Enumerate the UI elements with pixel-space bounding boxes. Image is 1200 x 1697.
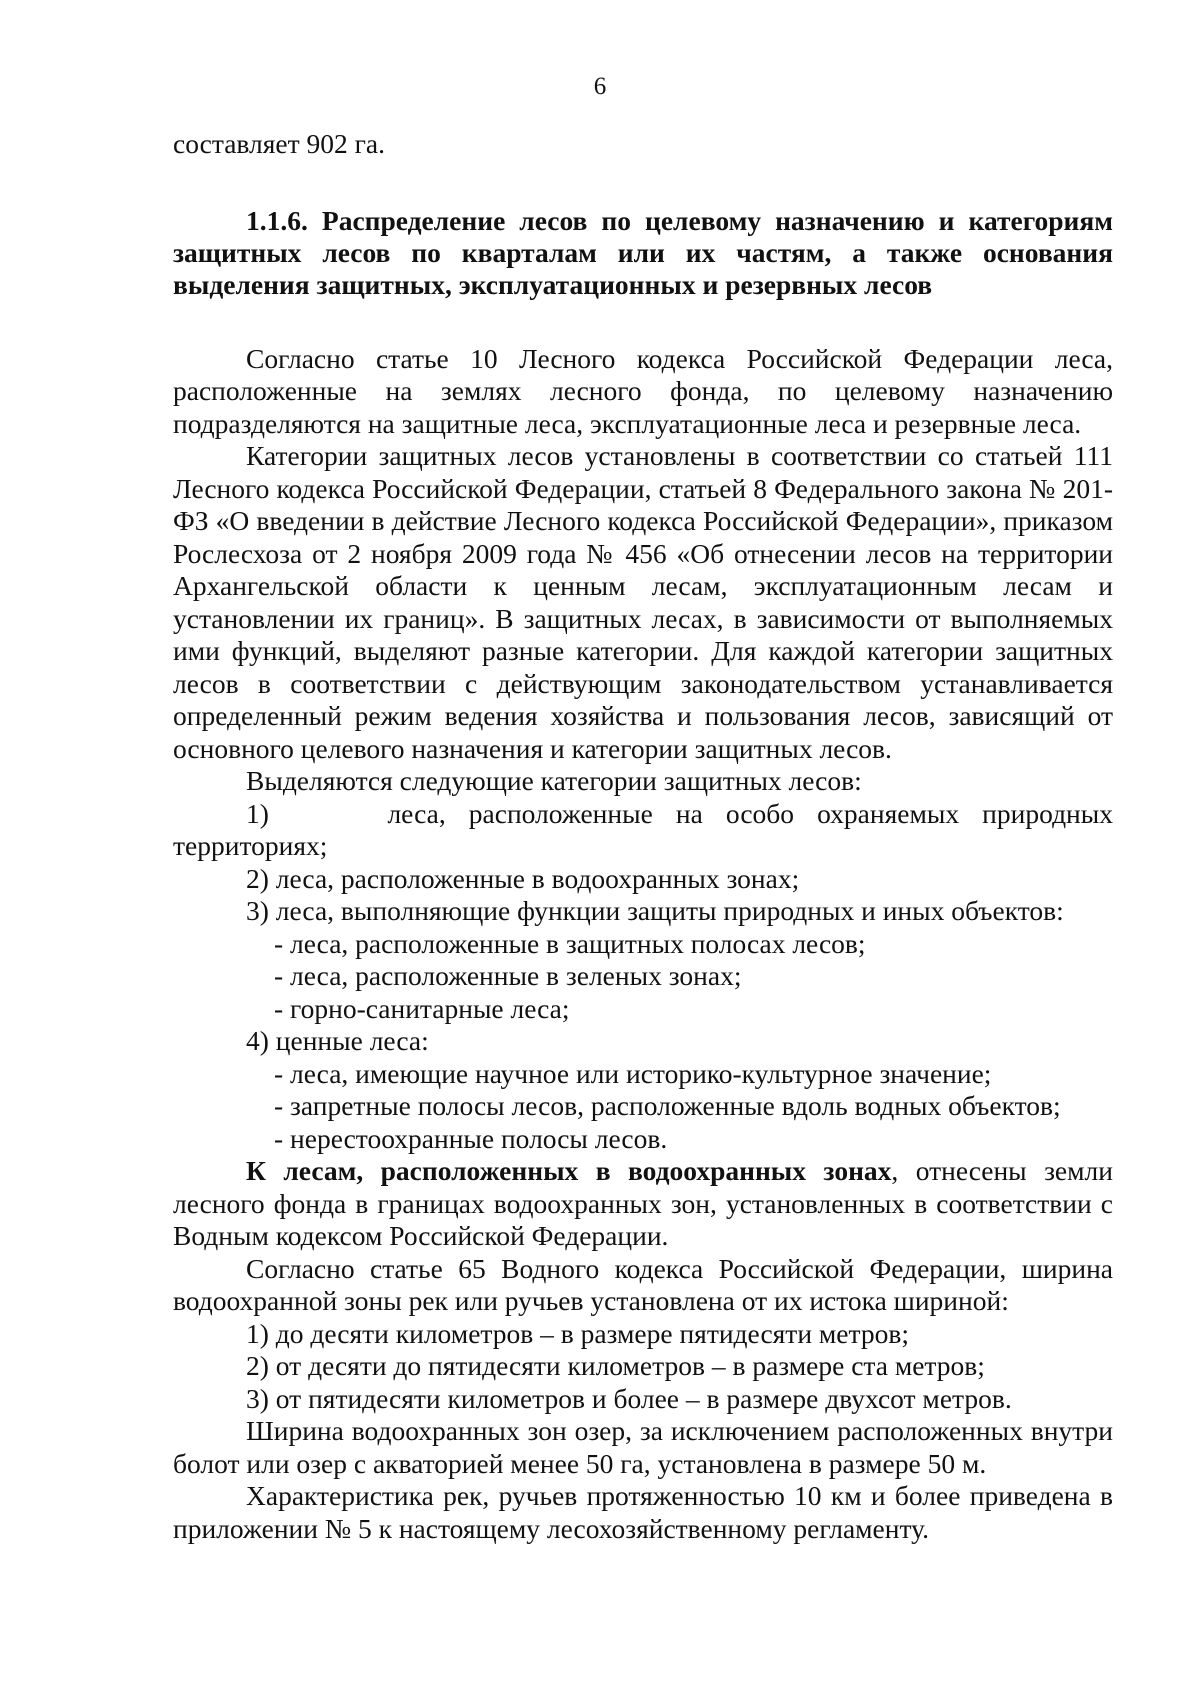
category-4-number: 4) [246, 1025, 269, 1056]
category-3-sub-item: - горно-санитарные леса; [274, 992, 570, 1024]
category-1-continuation: территориях; [173, 830, 328, 861]
document-body [173, 128, 1113, 1545]
paragraph-article-10: Согласно статье 10 Лесного кодекса Российской Федерации леса, расположенные на землях лесного фонда, по целевому назначению подразделяются на защитные леса, эксплуатационные леса и резервные леса. [173, 342, 1113, 439]
intro-line: составляет 902 га. [173, 128, 385, 159]
category-2-number: 2) [246, 862, 269, 894]
category-4-sub-item: - леса, имеющие научное или историко-культурное значение; [274, 1057, 992, 1089]
paragraph-rivers: Характеристика рек, ручьев протяженностью 10 км и более приведена в приложении № 5 к настоящему лесохозяйственному регламенту. [173, 1480, 1113, 1544]
width-item-2 [173, 1350, 1113, 1383]
category-3-number: 3) [246, 895, 269, 926]
category-3-sub-item: - леса, расположенные в защитных полосах лесов; [274, 927, 866, 959]
width-item-number: 1) [246, 1317, 269, 1349]
paragraph-article-65: Согласно статье 65 Водного кодекса Российской Федерации, ширина водоохранной зоны рек или ручьев установлена от их истока шириной: [173, 1252, 1113, 1316]
width-item-1 [173, 1318, 1113, 1351]
section-heading: 1.1.6. Распределение лесов по целевому назначению и категориям защитных лесов по кварталам или их частям, а также основания выделения защитных, эксплуатационных и резервных лесов [173, 204, 1113, 300]
category-3-sub-item: - леса, расположенные в зеленых зонах; [274, 960, 742, 991]
category-2-text: леса, расположенные в водоохранных зонах; [275, 862, 800, 894]
category-1-text: леса, расположенные на особо охраняемых природных [387, 797, 1114, 829]
category-4-text: ценные леса: [275, 1025, 429, 1056]
category-4-sub-item: - нерестоохранные полосы лесов. [274, 1122, 668, 1154]
paragraph-lakes: Ширина водоохранных зон озер, за исключением расположенных внутри болот или озер с акваторией менее 50 га, установлена в размере 50 м. [173, 1415, 1113, 1479]
page-number: 6 [593, 73, 607, 100]
category-3-text: леса, выполняющие функции защиты природных и иных объектов: [275, 895, 1064, 926]
width-item-text: от десяти до пятидесяти километров – в размере ста метров; [275, 1350, 985, 1381]
category-1-number: 1) [246, 797, 269, 829]
water-protection-bold: К лесам, расположенных в водоохранных зонах [246, 1155, 892, 1186]
width-item-number: 3) [246, 1382, 269, 1414]
category-3 [173, 895, 1113, 928]
category-4-sub-item: - запретные полосы лесов, расположенные вдоль водных объектов; [274, 1090, 1061, 1121]
width-item-3 [173, 1383, 1113, 1416]
category-1 [173, 798, 1113, 831]
category-4 [173, 1025, 1113, 1058]
width-item-number: 2) [246, 1350, 269, 1381]
paragraph-categories-basis: Категории защитных лесов установлены в соответствии со статьей 111 Лесного кодекса Российской Федерации, статьей 8 Федерального закона № 201-ФЗ «О введении в действие Лесного кодекса Российской Федерации», приказом Рослесхоза от 2 ноября 2009 года № 456 «Об отнесении лесов на территории Архангельской области к ценным лесам, эксплуатационным лесам и установлении их границ». В защитных лесах, в зависимости от выполняемых ими функций, выделяют разные категории. Для каждой категории защитных лесов в соответствии с действующим законодательством устанавливается определенный режим ведения хозяйства и пользования лесов, зависящий от основного целевого назначения и категории защитных лесов. [173, 440, 1113, 764]
width-item-text: до десяти километров – в размере пятидесяти метров; [275, 1317, 909, 1349]
width-item-text: от пятидесяти километров и более – в размере двухсот метров. [275, 1382, 1012, 1414]
water-protection-rest: , отнесены земли лесного фонда в границах водоохранных зон, установленных в соответствии с Водным кодексом Российской Федерации. [173, 1155, 1113, 1251]
categories-intro: Выделяются следующие категории защитных лесов: [246, 765, 862, 796]
category-2 [173, 863, 1113, 896]
paragraph-water-protection [173, 1155, 1113, 1253]
